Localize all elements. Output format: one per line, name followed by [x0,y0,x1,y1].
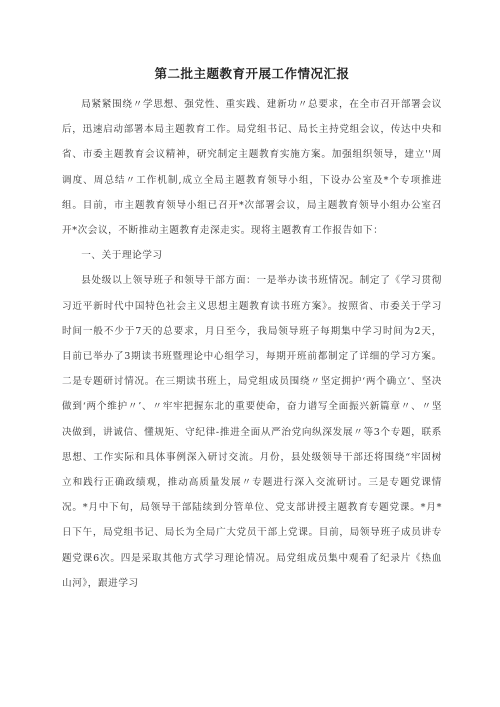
document-title: 第二批主题教育开展工作情况汇报 [154,66,350,81]
intro-paragraph: 局紧紧围绕〃学思想、强党性、重实践、建新功〃总要求，在全市召开部署会议后，迅速启动部署本局主题教育工作。局党组书记、局长主持党组会议，传达中央和省、市委主题教育会议精神，研究制定主题教育实施方案。加强组织领导，建立''周调度、周总结〃工作机制,成立全局主题教育领导小组，下设办公室及*个专项推进组。目前，市主题教育领导小组已召开*次部署会议，局主题教育领导小组办公室召开*次会议，不断推动主题教育走深走实。现将主题教育工作报告如下： [62,99,442,237]
section-heading-theory-study: 一、关于理论学习 [81,250,163,262]
section-body-theory-study: 县处级以上领导班子和领导干部方面：一是举办读书班情况。制定了《学习贯彻习近平新时代中国特色社会主义思想主题教育读书班方案》。按照省、市委关于学习时间一般不少于7天的总要求，月日至今，我局领导班子每期集中学习时间为2天，目前已举办了3期读书班暨理论中心组学习，每期开班前都制定了详细的学习方案。二是专题研讨情况。在三期读书班上，局党组成员围绕〃坚定拥护‘两个确立’、坚决做到‘两个维护〃’、〃牢牢把握东北的重要使命，奋力谱写全面振兴新篇章〃、〃坚决做到，讲诚信、懂规矩、守纪律-推进全面从严治党向纵深发展〃等3个专题，联系思想、工作实际和具体事例深入研讨交流。月份，县处级领导干部还将围绕“牢固树立和践行正确政绩观，推动高质量发展〃专题进行深入交流研讨。三是专题党课情况。*月中下旬，局领导干部陆续到分管单位、党支部讲授主题教育专题党课。*月*日下午，局党组书记、局长为全局广大党员干部上党课。目前，局领导班子成员讲专题党课6次。四是采取其他方式学习理论情况。局党组成员集中观看了纪录片《热血山河》，跟进学习 [62,275,443,589]
